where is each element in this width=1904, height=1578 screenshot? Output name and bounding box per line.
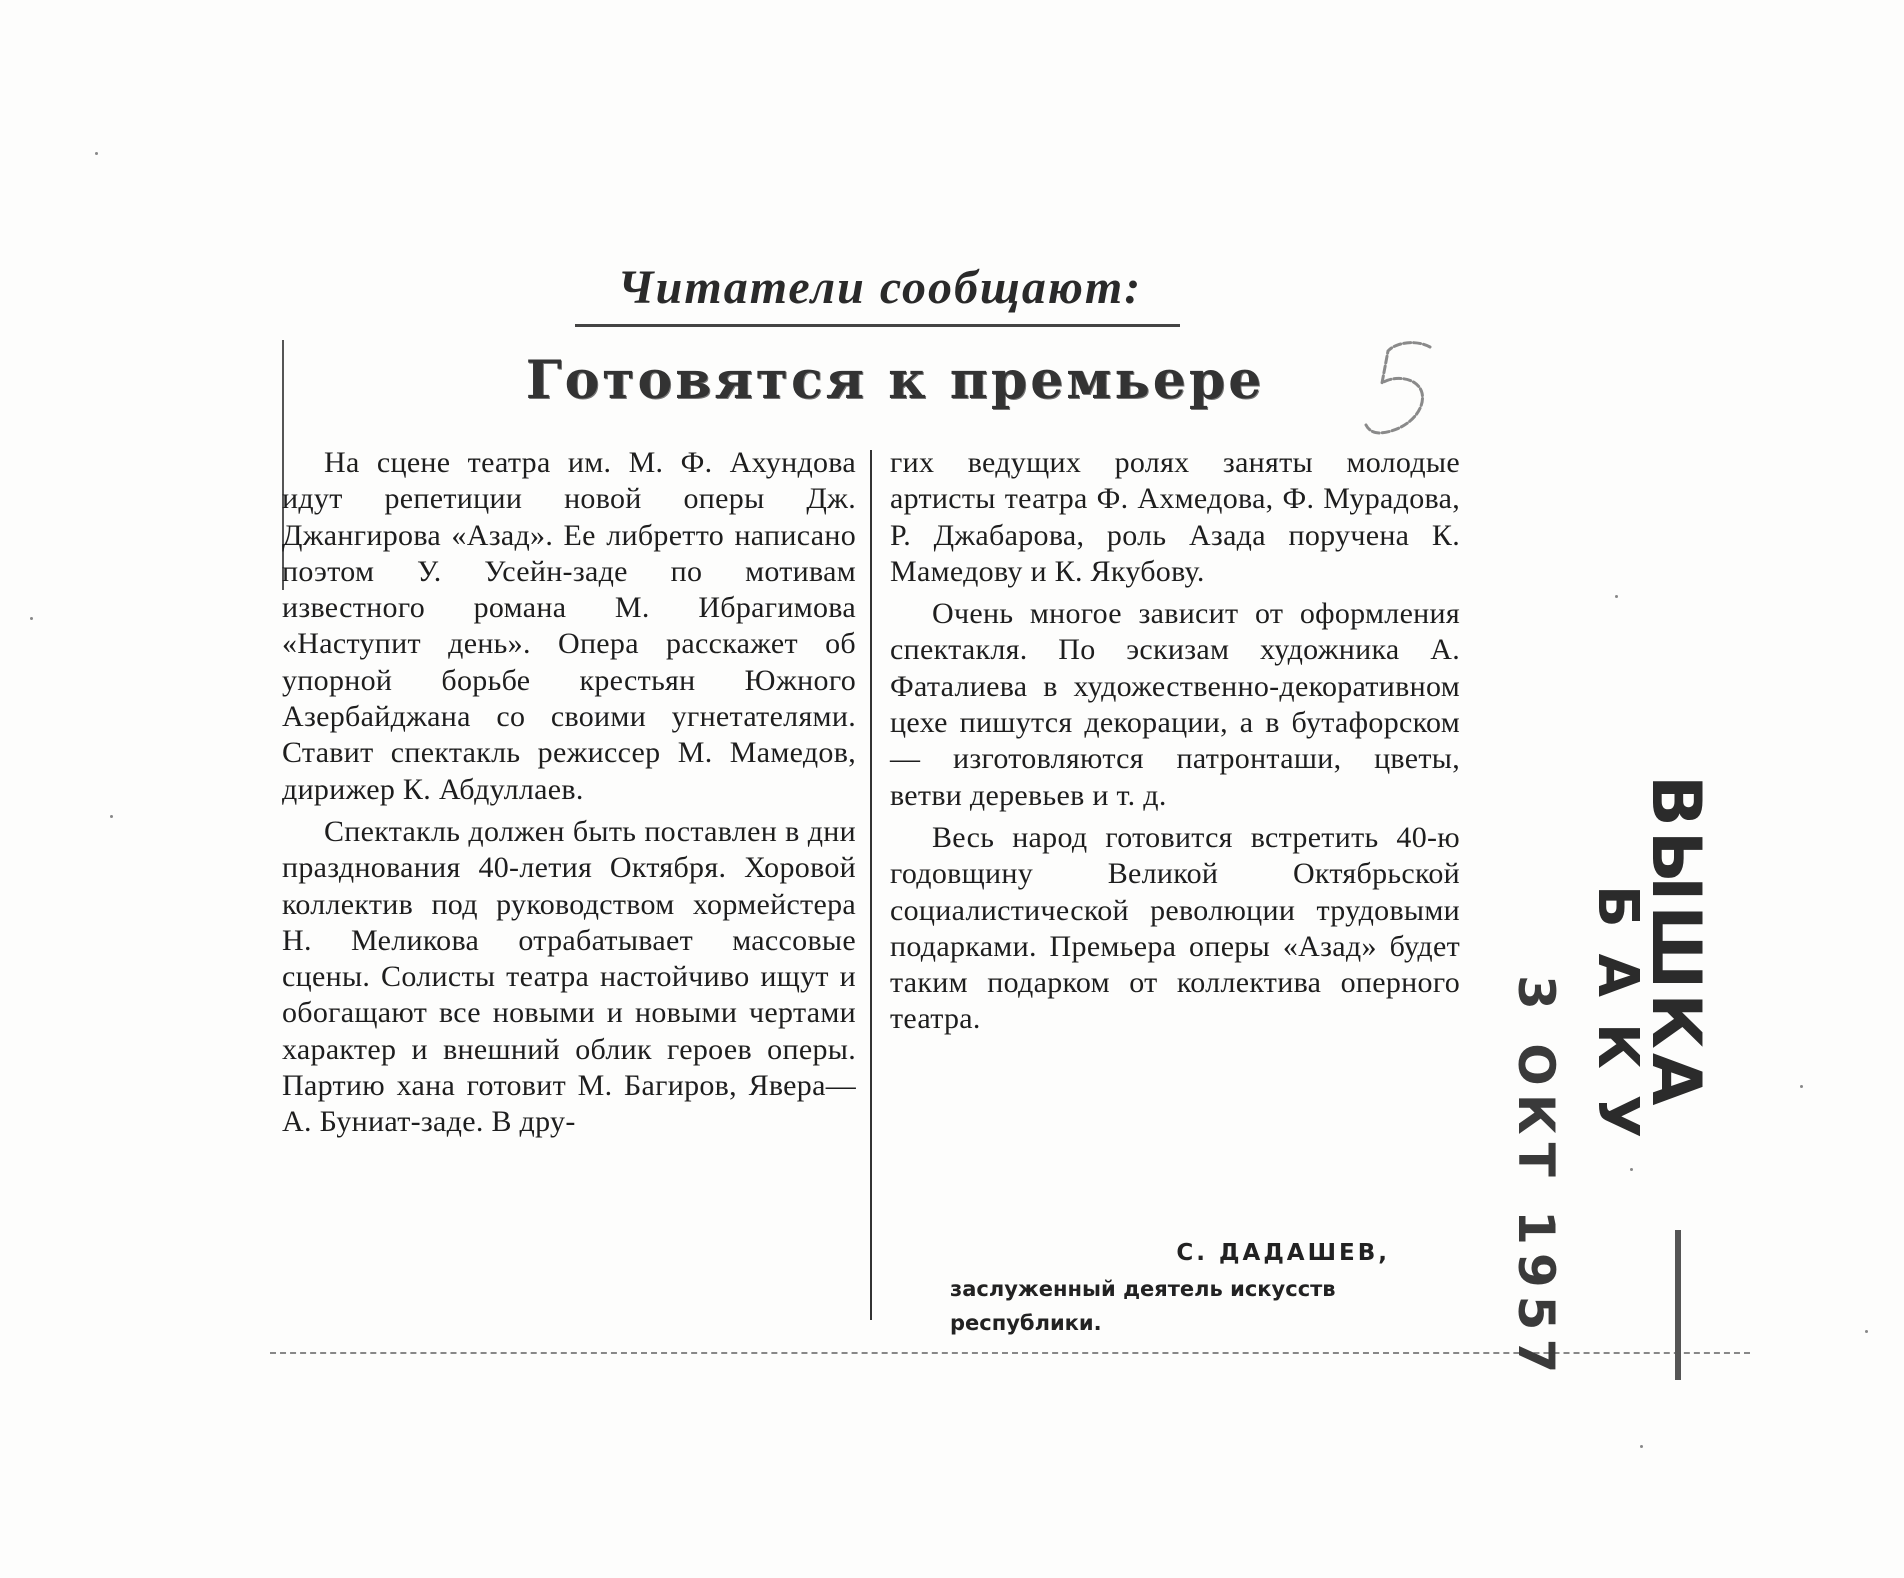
paper-speck xyxy=(1615,595,1618,598)
stamp-border xyxy=(1675,1230,1681,1380)
stamp-city: БАКУ xyxy=(1585,885,1650,1164)
paper-speck xyxy=(1865,1330,1868,1333)
column-divider xyxy=(870,450,872,1320)
author-title-line: республики. xyxy=(950,1311,1102,1335)
rubric-title: Читатели сообщают: xyxy=(617,261,1143,314)
library-stamp xyxy=(1500,495,1760,1382)
author-title xyxy=(950,1272,1450,1340)
stamp-date: 3 ОКТ 1957 xyxy=(1507,975,1565,1382)
stamp-newspaper-name: ВЫШКА xyxy=(1636,775,1715,1110)
paragraph: Очень многое зависит от оформления спектакля. По эскизам художника А. Фаталиева в художественно-декоративном цехе пишутся декорации, а в бутафорском — изготовляются патронташи, цветы, ветви деревьев и т. д. xyxy=(890,597,1460,812)
newspaper-clipping xyxy=(270,255,1750,1385)
article-column-left xyxy=(282,445,856,1147)
paper-speck xyxy=(110,815,113,818)
paragraph: Весь народ готовится встретить 40-ю годовщину Великой Октябрьской социалистической революции трудовыми подарками. Премьера оперы «Азад» будет таким подарком от коллектива оперного театра. xyxy=(890,820,1460,1036)
paragraph: гих ведущих ролях заняты молодые артисты театра Ф. Ахмедова, Ф. Мурадова, Р. Джабарова, роль Азада поручена К. Мамедову и К. Якубову. xyxy=(890,446,1460,588)
article-headline: Готовятся к премьере xyxy=(525,350,1265,411)
article-column-right xyxy=(890,445,1460,1044)
paper-speck xyxy=(1630,1168,1633,1171)
author-title-line: заслуженный деятель искусств xyxy=(950,1277,1336,1301)
paper-speck xyxy=(30,617,33,620)
paper-speck xyxy=(1800,1085,1803,1088)
paragraph: Спектакль должен быть поставлен в дни празднования 40-летия Октября. Хоровой коллектив под руководством хормейстера Н. Меликова отрабатывает массовые сцены. Солисты театра настойчиво ищут и обогащают все новыми и новыми чертами характер и внешний облик героев оперы. Партию хана готовит М. Багиров, Явера—А. Буниат-заде. В дру- xyxy=(282,814,856,1139)
paper-speck xyxy=(1640,1445,1643,1448)
paragraph: На сцене театра им. М. Ф. Ахундова идут репетиции новой оперы Дж. Джангирова «Азад». Ее либретто написано поэтом У. Усейн-заде по мотивам известного романа М. Ибрагимова «Наступит день». Опера расскажет об упорной борьбе крестьян Южного Азербайджана со своими угнетателями. Ставит спектакль режиссер М. Мамедов, дирижер К. Абдуллаев. xyxy=(282,446,856,806)
author-name: С. ДАДАШЕВ, xyxy=(1176,1240,1390,1266)
paper-speck xyxy=(95,152,98,155)
rubric-underline xyxy=(575,324,1180,327)
author-signature xyxy=(950,1240,1450,1340)
handwritten-mark-icon xyxy=(1360,335,1440,445)
